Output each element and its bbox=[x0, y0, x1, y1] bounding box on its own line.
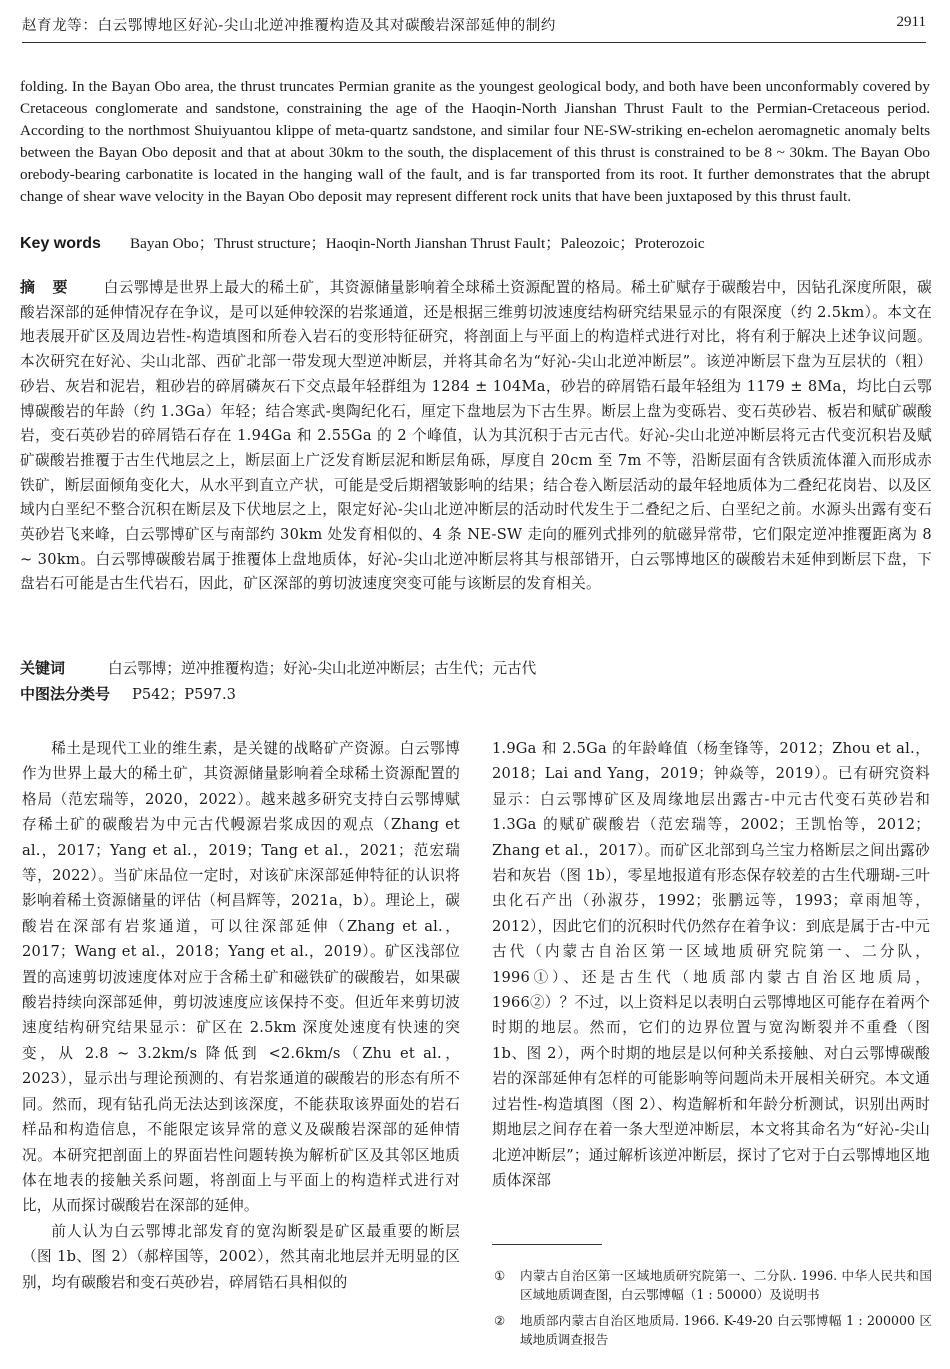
chinese-abstract-label: 摘 要 bbox=[20, 278, 74, 296]
footnote bbox=[492, 1311, 932, 1349]
body-column-right bbox=[492, 736, 930, 1193]
body-paragraph: 前人认为白云鄂博北部发育的宽沟断裂是矿区最重要的断层（图 1b、图 2）（郝梓国等，2002），然其南北地层并无明显的区别，均有碳酸岩和变石英砂岩，碎屑锆石具相似的 bbox=[22, 1222, 460, 1291]
english-keywords-value: Bayan Obo；Thrust structure；Haoqin-North Jianshan Thrust Fault；Paleozoic；Proterozoic bbox=[130, 235, 705, 252]
english-keywords bbox=[20, 232, 930, 253]
keyword: 白云鄂博 bbox=[108, 660, 167, 677]
chinese-abstract-text: 白云鄂博是世界上最大的稀土矿，其资源储量影响着全球稀土资源配置的格局。稀土矿赋存于碳酸岩中，因钻孔深度所限，碳酸岩深部的延伸情况存在争议，是可以延伸较深的岩浆通道，还是根据三维剪切波速度结构研究结果显示的有限深度（约 2.5km）。本文在地表展开矿区及周边岩性-构造填图和所卷入岩石的变形特征研究，将剖面上与平面上的构造样式进行对比，将有利于解决上述争议问题。本次研究在好沁、尖山北部、西矿北部一带发现大型逆冲断层，并将其命名为“好沁-尖山北逆冲断层”。该逆冲断层下盘为互层状的（粗）砂岩、灰岩和泥岩，粗砂岩的碎屑磷灰石下交点最年轻群组为 1284 ± 104Ma，砂岩的碎屑锆石最年轻组为 1179 ± 8Ma，均比白云鄂博碳酸岩的年龄（约 1.3Ga）年轻；结合寒武-奥陶纪化石，厘定下盘地层为下古生界。断层上盘为变砾岩、变石英砂岩、板岩和赋矿碳酸岩，变石英砂岩的碎屑锆石存在 1.94Ga 和 2.55Ga 的 2 个峰值，认为其沉积于古元古代。好沁-尖山北逆冲断层将元古代变沉积岩及赋矿碳酸岩推覆于古生代地层之上，断层面上广泛发育断层泥和断层角砾，厚度自 20cm 至 7m 不等，沿断层面有含铁质流体灌入而形成赤铁矿，断层面倾角变化大，从水平到直立产状，可能是受后期褶皱影响的结果；结合卷入断层活动的最年轻地质体为二叠纪花岗岩、以及区域内白垩纪不整合沉积在断层及下伏地层之上，限定好沁-尖山北逆冲断层的活动时代发生于二叠纪之后、白垩纪之前。水源头出露有变石英砂岩飞来峰，白云鄂博矿区与南部约 30km 处发育相似的、4 条 NE-SW 走向的雁列式排列的航磁异常带，它们限定逆冲推覆距离为 8 ~ 30km。白云鄂博碳酸岩属于推覆体上盘地质体，好沁-尖山北逆冲断层将其与根部错开，白云鄂博地区的碳酸岩未延伸到断层下盘，下盘岩石可能是古生代岩石，因此，矿区深部的剪切波速度突变可能与该断层的发育相关。 bbox=[20, 279, 932, 593]
classification-value: P542；P597.3 bbox=[132, 686, 236, 703]
classification bbox=[20, 683, 932, 704]
keyword: 元古代 bbox=[492, 660, 537, 677]
keyword: 逆冲推覆构造 bbox=[181, 660, 269, 677]
footnote-text: 地质部内蒙古自治区地质局. 1966. K-49-20 白云鄂博幅 1 : 200000 区域地质调查报告 bbox=[520, 1313, 932, 1347]
running-title: 赵育龙等：白云鄂博地区好沁-尖山北逆冲推覆构造及其对碳酸岩深部延伸的制约 bbox=[22, 18, 556, 34]
chinese-keywords: 关键词 白云鄂博；逆冲推覆构造；好沁-尖山北逆冲断层；古生代；元古代 bbox=[20, 659, 537, 677]
keyword: 古生代 bbox=[434, 660, 478, 677]
body-column-left bbox=[22, 736, 460, 1295]
footnote-marker: ② bbox=[494, 1313, 506, 1328]
footnote-rule bbox=[492, 1244, 602, 1245]
footnote-marker: ① bbox=[494, 1268, 506, 1283]
chinese-keywords-label: 关键词 bbox=[20, 659, 66, 677]
body-paragraph: 稀土是现代工业的维生素，是关键的战略矿产资源。白云鄂博作为世界上最大的稀土矿，其资源储量影响着全球稀土资源配置的格局（范宏瑞等，2020，2022）。越来越多研究支持白云鄂博赋存稀土矿的碳酸岩为中元古代幔源岩浆成因的观点（Zhang et al.，2017；Yang et al.，2019；Tang et al.，2021；范宏瑞等，2022）。当矿床品位一定时，对该矿床深部延伸特征的认识将影响着稀土资源储量的评估（柯昌辉等，2021a，b）。理论上，碳酸岩在深部有岩浆通道，可以往深部延伸（Zhang et al.，2017；Wang et al.，2018；Yang et al.，2019）。矿区浅部位置的高速剪切波速度体对应于含稀土矿和磁铁矿的碳酸岩，如果碳酸岩持续向深部延伸，剪切波速度应该保持不变。但近年来剪切波速度结构研究结果显示：矿区在 2.5km 深度处速度有快速的突变，从 2.8 ~ 3.2km/s 降低到 <2.6km/s（Zhu et al.，2023），显示出与理论预测的、有岩浆通道的碳酸岩的形态有所不同。然而，现有钻孔尚无法达到该深度，不能获取该界面处的岩石样品和构造信息，不能限定该异常的意义及碳酸岩深部的延伸情况。本研究把剖面上的界面岩性问题转换为解析矿区及其邻区地质体在地表的接触关系问题，将剖面上与平面上的构造样式进行对比，从而探讨碳酸岩在深部的延伸。 bbox=[22, 740, 460, 1215]
footnote-text: 内蒙古自治区第一区域地质研究院第一、二分队. 1996. 中华人民共和国区域地质调查图，白云鄂博幅（1 : 50000）及说明书 bbox=[520, 1268, 932, 1302]
english-keywords-label: Key words bbox=[20, 235, 101, 252]
footnote bbox=[492, 1266, 932, 1304]
page-number: 2911 bbox=[896, 14, 926, 30]
header-rule bbox=[22, 42, 926, 43]
classification-label: 中图法分类号 bbox=[20, 685, 111, 703]
chinese-abstract bbox=[20, 275, 932, 597]
keyword: 好沁-尖山北逆冲断层 bbox=[283, 660, 420, 677]
body-paragraph: 1.9Ga 和 2.5Ga 的年龄峰值（杨奎锋等，2012；Zhou et al.，2018；Lai and Yang，2019；钟焱等，2019）。已有研究资料显示：白云鄂博矿区及周缘地层出露古-中元古代变石英砂岩和 1.3Ga 的赋矿碳酸岩（范宏瑞等，2002；王凯怡等，2012；Zhang et al.，2017）。而矿区北部到乌兰宝力格断层之间出露砂岩和灰岩（图 1b），零星地报道有形态保存较差的古生代珊瑚-三叶虫化石产出（孙淑芬，1992；张鹏远等，1993；章雨旭等，2012），因此它们的沉积时代仍然存在着争议：到底是属于古-中元古代（内蒙古自治区第一区域地质研究院第一、二分队，1996①）、还是古生代（地质部内蒙古自治区地质局，1966②）？不过，以上资料足以表明白云鄂博地区可能存在着两个时期的地层。然而，它们的边界位置与宽沟断裂并不重叠（图 1b、图 2），两个时期的地层是以何种关系接触、对白云鄂博碳酸岩的深部延伸有怎样的可能影响等问题尚未开展相关研究。本文通过岩性-构造填图（图 2）、构造解析和年龄分析测试，识别出两时期地层之间存在着一条大型逆冲断层，本文将其命名为“好沁-尖山北逆冲断层”；通过解析该逆冲断层，探讨了它对于白云鄂博地区地质体深部 bbox=[492, 740, 930, 1189]
english-abstract-text: folding. In the Bayan Obo area, the thrust truncates Permian granite as the youngest geological body, and both have been unconformably covered by Cretaceous conglomerate and sandstone, constraining the age of the Haoqin-North Jianshan Thrust Fault to the Permian-Cretaceous period. According to the northmost Shuiyuantou klippe of meta-quartz sandstone, and similar four NE-SW-striking en-echelon aeromagnetic anomaly belts between the Bayan Obo deposit and that at about 30km to the south, the displacement of this thrust is constrained to be 8 ~ 30km. The Bayan Obo orebody-bearing carbonatite is located in the hanging wall of the fault, and is far transported from its root. It further demonstrates that the abrupt change of shear wave velocity in the Bayan Obo deposit may represent different rock units that have been juxtaposed by this thrust fault. bbox=[20, 78, 930, 205]
running-header bbox=[22, 14, 926, 40]
